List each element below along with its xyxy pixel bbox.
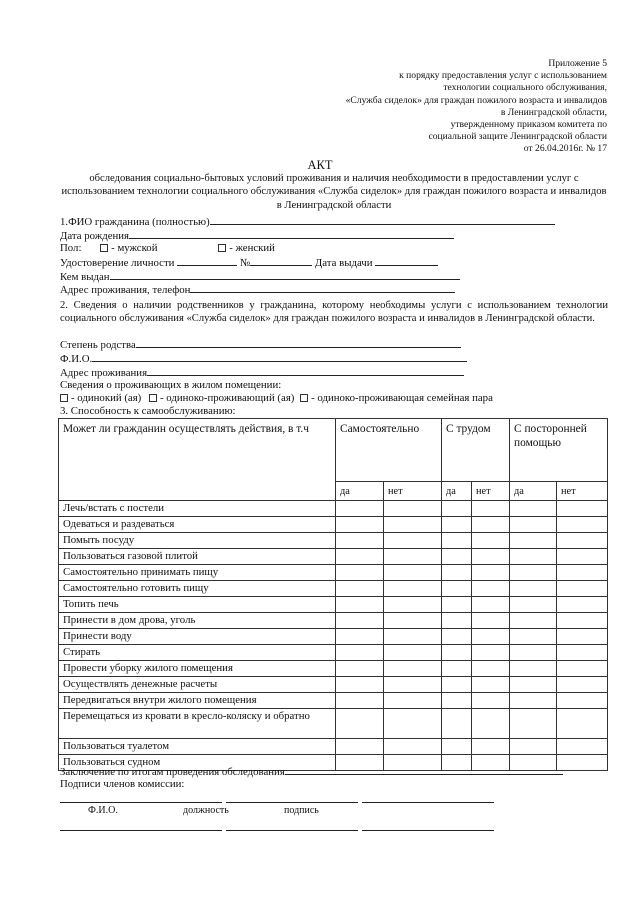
female-checkbox[interactable] <box>218 244 226 252</box>
signature-line[interactable] <box>60 802 222 803</box>
answer-cell[interactable] <box>557 597 608 613</box>
address-field-row <box>60 283 455 297</box>
appendix-line: «Служба сиделок» для граждан пожилого возраста и инвалидов <box>345 94 607 106</box>
answer-cell[interactable] <box>510 677 557 693</box>
answer-cell[interactable] <box>336 709 384 739</box>
table-row <box>59 693 608 709</box>
answer-cell[interactable] <box>510 517 557 533</box>
answer-cell[interactable] <box>472 549 510 565</box>
answer-cell[interactable] <box>510 581 557 597</box>
answer-cell[interactable] <box>384 581 442 597</box>
answer-cell[interactable] <box>336 549 384 565</box>
answer-cell[interactable] <box>557 613 608 629</box>
table-row <box>59 677 608 693</box>
residents-options-row <box>60 392 493 405</box>
answer-cell[interactable] <box>557 677 608 693</box>
couple-label: - одиноко-проживающая семейная пара <box>311 392 493 404</box>
answer-cell[interactable] <box>442 613 472 629</box>
answer-cell[interactable] <box>557 549 608 565</box>
address-phone-label: Адрес проживания, телефон <box>60 284 191 296</box>
answer-cell[interactable] <box>510 709 557 739</box>
answer-cell[interactable] <box>384 661 442 677</box>
activity-label: Пользоваться газовой плитой <box>59 549 336 565</box>
answer-cell[interactable] <box>442 517 472 533</box>
rel-fio-field-row <box>60 352 467 366</box>
answer-cell[interactable] <box>442 645 472 661</box>
answer-cell[interactable] <box>472 581 510 597</box>
answer-cell[interactable] <box>557 533 608 549</box>
answer-cell[interactable] <box>472 645 510 661</box>
answer-cell[interactable] <box>336 629 384 645</box>
answer-cell[interactable] <box>510 739 557 755</box>
degree-label: Степень родства <box>60 339 136 351</box>
answer-cell[interactable] <box>442 581 472 597</box>
activity-label: Самостоятельно принимать пищу <box>59 565 336 581</box>
signature-line[interactable] <box>60 830 222 831</box>
answer-cell[interactable] <box>510 693 557 709</box>
rel-fio-label: Ф.И.О. <box>60 353 93 365</box>
number-label: № <box>239 257 251 269</box>
activity-label: Передвигаться внутри жилого помещения <box>59 693 336 709</box>
answer-cell[interactable] <box>336 517 384 533</box>
birth-field-row <box>60 229 454 243</box>
document-title: АКТ <box>307 158 333 172</box>
answer-cell[interactable] <box>442 739 472 755</box>
activity-label: Стирать <box>59 645 336 661</box>
answer-cell[interactable] <box>442 677 472 693</box>
activity-label: Принести в дом дрова, уголь <box>59 613 336 629</box>
answer-cell[interactable] <box>557 755 608 771</box>
answer-cell[interactable] <box>510 661 557 677</box>
residents-title: Сведения о проживающих в жилом помещении: <box>60 379 282 391</box>
appendix-line: в Ленинградской области, <box>500 106 607 118</box>
table-row <box>59 709 608 739</box>
answer-cell[interactable] <box>472 739 510 755</box>
answer-cell[interactable] <box>442 549 472 565</box>
table-row <box>59 739 608 755</box>
birth-label: Дата рождения <box>60 230 130 242</box>
answer-cell[interactable] <box>472 533 510 549</box>
single-label: - одинокий (ая) <box>71 392 142 404</box>
activity-label: Перемещаться из кровати в кресло-коляску и обратно <box>59 709 336 739</box>
signatures-title: Подписи членов комиссии: <box>60 778 185 790</box>
answer-cell[interactable] <box>336 739 384 755</box>
sig-fio-label: Ф.И.О. <box>88 805 118 816</box>
answer-cell[interactable] <box>336 501 384 517</box>
answer-cell[interactable] <box>442 661 472 677</box>
answer-cell[interactable] <box>442 533 472 549</box>
section2-text: 2. Сведения о наличии родственников у гражданина, которому необходимы услуги с использованием технологии социального обслуживания «Служба сиделок» для граждан пожилого возраста и инвалидов в Ленинградской области. <box>60 300 608 325</box>
no-label: нет <box>557 482 608 501</box>
appendix-line: технологии социального обслуживания, <box>443 82 607 94</box>
table-row <box>59 597 608 613</box>
table-row <box>59 661 608 677</box>
answer-cell[interactable] <box>472 677 510 693</box>
activity-label: Осуществлять денежные расчеты <box>59 677 336 693</box>
section3-title: 3. Способность к самообслуживанию: <box>60 405 236 417</box>
table-row <box>59 549 608 565</box>
answer-cell[interactable] <box>384 597 442 613</box>
answer-cell[interactable] <box>384 549 442 565</box>
signature-line[interactable] <box>362 830 494 831</box>
answer-cell[interactable] <box>384 709 442 739</box>
id-doc-label: Удостоверение личности <box>60 257 175 269</box>
header-action: Может ли гражданин осуществлять действия, в т.ч <box>59 419 336 501</box>
rel-address-input-line[interactable] <box>147 366 464 376</box>
issued-by-field-row <box>60 270 460 284</box>
rel-fio-input-line[interactable] <box>92 352 467 362</box>
sex-label: Пол: <box>60 242 82 254</box>
answer-cell[interactable] <box>557 739 608 755</box>
fio-input-line[interactable] <box>210 215 555 225</box>
answer-cell[interactable] <box>510 549 557 565</box>
table-row <box>59 629 608 645</box>
table-row <box>59 645 608 661</box>
answer-cell[interactable] <box>510 645 557 661</box>
couple-checkbox[interactable] <box>300 394 308 402</box>
table-row <box>59 581 608 597</box>
answer-cell[interactable] <box>557 517 608 533</box>
issued-by-input-line[interactable] <box>110 270 460 280</box>
answer-cell[interactable] <box>510 629 557 645</box>
appendix-line: к порядку предоставления услуг с использованием <box>399 70 607 82</box>
appendix-line: утвержденному приказом комитета по <box>450 119 607 131</box>
sig-position-label: должность <box>183 805 229 816</box>
appendix-line: социальной защите Ленинградской области <box>428 131 607 143</box>
signature-line[interactable] <box>362 802 494 803</box>
answer-cell[interactable] <box>336 645 384 661</box>
table-body <box>59 501 608 771</box>
header-self: Самостоятельно <box>336 419 442 482</box>
answer-cell[interactable] <box>384 501 442 517</box>
answer-cell[interactable] <box>384 613 442 629</box>
sex-field-row <box>60 242 275 255</box>
appendix-header <box>287 58 607 156</box>
activity-label: Самостоятельно готовить пищу <box>59 581 336 597</box>
document-subtitle: обследования социально-бытовых условий проживания и наличия необходимости в предоставлении услуг с использованием технологии социального обслуживания «Служба сиделок» для граждан пожилого возраста и инвалидов в Ленинградской области <box>61 173 607 211</box>
answer-cell[interactable] <box>384 629 442 645</box>
signature-line[interactable] <box>226 830 358 831</box>
single-living-checkbox[interactable] <box>149 394 157 402</box>
fio-field-row <box>60 215 555 229</box>
answer-cell[interactable] <box>336 677 384 693</box>
answer-cell[interactable] <box>384 645 442 661</box>
activity-label: Лечь/встать с постели <box>59 501 336 517</box>
conclusion-label: Заключение по итогам проведения обследования <box>60 766 285 778</box>
fio-label: 1.ФИО гражданина (полностью) <box>60 216 210 228</box>
answer-cell[interactable] <box>336 661 384 677</box>
issue-date-label: Дата выдачи <box>314 257 373 269</box>
single-living-label: - одиноко-проживающий (ая) <box>159 392 295 404</box>
yes-label: да <box>510 482 557 501</box>
conclusion-row <box>60 765 563 779</box>
answer-cell[interactable] <box>336 693 384 709</box>
header-difficulty: С трудом <box>442 419 510 482</box>
activity-label: Пользоваться судном <box>59 755 336 771</box>
table-row <box>59 517 608 533</box>
table-row <box>59 501 608 517</box>
male-checkbox[interactable] <box>100 244 108 252</box>
no-label: нет <box>472 482 510 501</box>
id-doc-input-line[interactable] <box>177 256 237 266</box>
answer-cell[interactable] <box>472 597 510 613</box>
issue-date-input-line[interactable] <box>375 256 438 266</box>
answer-cell[interactable] <box>557 629 608 645</box>
activity-label: Топить печь <box>59 597 336 613</box>
answer-cell[interactable] <box>510 565 557 581</box>
answer-cell[interactable] <box>336 597 384 613</box>
answer-cell[interactable] <box>472 501 510 517</box>
conclusion-input-line[interactable] <box>285 765 563 775</box>
activity-label: Провести уборку жилого помещения <box>59 661 336 677</box>
birth-input-line[interactable] <box>129 229 454 239</box>
female-label: - женский <box>229 242 275 254</box>
signature-line[interactable] <box>226 802 358 803</box>
answer-cell[interactable] <box>510 597 557 613</box>
answer-cell[interactable] <box>336 613 384 629</box>
self-care-table <box>58 418 608 771</box>
answer-cell[interactable] <box>384 739 442 755</box>
issued-by-label: Кем выдан <box>60 271 110 283</box>
table-row <box>59 533 608 549</box>
rel-address-label: Адрес проживания <box>60 367 148 379</box>
answer-cell[interactable] <box>384 693 442 709</box>
answer-cell[interactable] <box>472 629 510 645</box>
answer-cell[interactable] <box>384 517 442 533</box>
answer-cell[interactable] <box>472 693 510 709</box>
answer-cell[interactable] <box>510 533 557 549</box>
answer-cell[interactable] <box>384 533 442 549</box>
header-help: С посторонней помощью <box>510 419 608 482</box>
answer-cell[interactable] <box>557 581 608 597</box>
answer-cell[interactable] <box>336 565 384 581</box>
answer-cell[interactable] <box>472 709 510 739</box>
activity-label: Принести воду <box>59 629 336 645</box>
activity-label: Помыть посуду <box>59 533 336 549</box>
number-input-line[interactable] <box>250 256 312 266</box>
answer-cell[interactable] <box>442 709 472 739</box>
rel-address-field-row <box>60 366 464 380</box>
answer-cell[interactable] <box>557 565 608 581</box>
answer-cell[interactable] <box>557 693 608 709</box>
answer-cell[interactable] <box>442 501 472 517</box>
answer-cell[interactable] <box>336 581 384 597</box>
answer-cell[interactable] <box>442 629 472 645</box>
table-row <box>59 565 608 581</box>
yes-label: да <box>442 482 472 501</box>
no-label: нет <box>384 482 442 501</box>
answer-cell[interactable] <box>510 501 557 517</box>
address-phone-input-line[interactable] <box>190 283 455 293</box>
degree-input-line[interactable] <box>136 338 461 348</box>
answer-cell[interactable] <box>557 645 608 661</box>
appendix-line: от 26.04.2016г. № 17 <box>523 143 607 155</box>
answer-cell[interactable] <box>442 597 472 613</box>
single-checkbox[interactable] <box>60 394 68 402</box>
answer-cell[interactable] <box>336 533 384 549</box>
yes-label: да <box>336 482 384 501</box>
degree-field-row <box>60 338 461 352</box>
answer-cell[interactable] <box>557 709 608 739</box>
answer-cell[interactable] <box>472 517 510 533</box>
male-label: - мужской <box>111 242 158 254</box>
activity-label: Пользоваться туалетом <box>59 739 336 755</box>
table-header-row <box>59 419 608 482</box>
answer-cell[interactable] <box>472 661 510 677</box>
activity-label: Одеваться и раздеваться <box>59 517 336 533</box>
table-row <box>59 613 608 629</box>
id-doc-field-row <box>60 256 438 270</box>
answer-cell[interactable] <box>384 565 442 581</box>
answer-cell[interactable] <box>557 501 608 517</box>
answer-cell[interactable] <box>472 613 510 629</box>
answer-cell[interactable] <box>557 661 608 677</box>
answer-cell[interactable] <box>442 565 472 581</box>
appendix-line: Приложение 5 <box>548 58 607 69</box>
sig-signature-label: подпись <box>284 805 319 816</box>
answer-cell[interactable] <box>384 677 442 693</box>
answer-cell[interactable] <box>472 565 510 581</box>
answer-cell[interactable] <box>510 613 557 629</box>
answer-cell[interactable] <box>442 693 472 709</box>
